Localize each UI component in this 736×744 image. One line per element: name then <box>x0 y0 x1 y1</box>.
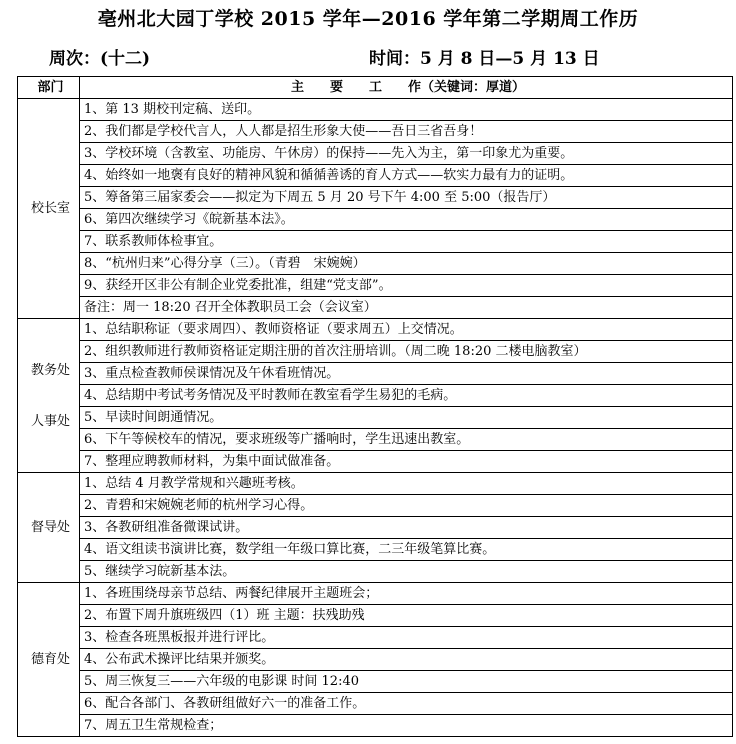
task-item: 5、筹备第三届家委会——拟定为下周五 5 月 20 号下午 4:00 至 5:00（报告厅） <box>80 187 733 209</box>
table-row <box>18 231 733 253</box>
task-item: 1、第 13 期校刊定稿、送印。 <box>80 99 733 121</box>
table-row <box>18 561 733 583</box>
dept-supervision: 督导处 <box>18 473 80 583</box>
table-row <box>18 99 733 121</box>
table-row <box>18 605 733 627</box>
task-item: 1、各班围绕母亲节总结、两餐纪律展开主题班会； <box>80 583 733 605</box>
task-item: 5、继续学习皖新基本法。 <box>80 561 733 583</box>
task-item: 4、始终如一地褒有良好的精神风貌和循循善诱的育人方式——软实力最有力的证明。 <box>80 165 733 187</box>
task-item: 6、下午等候校车的情况，要求班级等广播响时，学生迅速出教室。 <box>80 429 733 451</box>
table-row <box>18 473 733 495</box>
dept-academic-hr <box>18 319 80 473</box>
task-item: 5、周三恢复三——六年级的电影课 时间 12:40 <box>80 671 733 693</box>
task-item: 4、总结期中考试考务情况及平时教师在教室看学生易犯的毛病。 <box>80 385 733 407</box>
work-calendar-table <box>17 76 733 737</box>
week-number: 周次：(十二) <box>49 49 151 69</box>
task-item: 3、各教研组准备微课试讲。 <box>80 517 733 539</box>
dept-principal-office: 校长室 <box>18 99 80 319</box>
table-row <box>18 143 733 165</box>
task-item: 1、总结职称证（要求周四）、教师资格证（要求周五）上交情况。 <box>80 319 733 341</box>
table-row <box>18 187 733 209</box>
task-item: 9、获经开区非公有制企业党委批准，组建“党支部”。 <box>80 275 733 297</box>
table-row <box>18 363 733 385</box>
task-item: 2、青碧和宋婉婉老师的杭州学习心得。 <box>80 495 733 517</box>
table-header-row <box>18 77 733 99</box>
task-item: 2、我们都是学校代言人，人人都是招生形象大使——吾日三省吾身！ <box>80 121 733 143</box>
table-row <box>18 297 733 319</box>
table-row <box>18 715 733 737</box>
page-title: 亳州北大园丁学校 2015 学年—2016 学年第二学期周工作历 <box>97 8 639 30</box>
table-row <box>18 341 733 363</box>
task-item: 1、总结 4 月教学常规和兴趣班考核。 <box>80 473 733 495</box>
table-row <box>18 539 733 561</box>
task-item: 2、组织教师进行教师资格证定期注册的首次注册培训。（周二晚 18:20 二楼电脑教室） <box>80 341 733 363</box>
column-header-department: 部门 <box>18 77 80 99</box>
task-note: 备注：周一 18:20 召开全体教职员工会（会议室） <box>80 297 733 319</box>
table-row <box>18 649 733 671</box>
task-item: 8、“杭州归来”心得分享（三）。（青碧 宋婉婉） <box>80 253 733 275</box>
table-row <box>18 253 733 275</box>
table-row <box>18 385 733 407</box>
table-row <box>18 209 733 231</box>
task-item: 3、重点检查教师侯课情况及午休看班情况。 <box>80 363 733 385</box>
task-item: 3、学校环境（含教室、功能房、午休房）的保持——先入为主，第一印象尤为重要。 <box>80 143 733 165</box>
task-item: 7、周五卫生常规检查； <box>80 715 733 737</box>
column-header-main-work: 主 要 工 作（关键词：厚道） <box>80 77 733 99</box>
dept-academic-affairs: 教务处 <box>30 362 70 378</box>
dept-human-resources: 人事处 <box>30 413 70 429</box>
table-row <box>18 583 733 605</box>
dept-moral-education: 德育处 <box>18 583 80 737</box>
table-row <box>18 429 733 451</box>
table-row <box>18 451 733 473</box>
task-item: 2、布置下周升旗班级四（1）班 主题：扶残助残 <box>80 605 733 627</box>
table-row <box>18 671 733 693</box>
table-row <box>18 517 733 539</box>
table-row <box>18 121 733 143</box>
task-item: 5、早读时间朗通情况。 <box>80 407 733 429</box>
task-item: 4、公布武术操评比结果并颁奖。 <box>80 649 733 671</box>
table-row <box>18 627 733 649</box>
task-item: 6、第四次继续学习《皖新基本法》。 <box>80 209 733 231</box>
task-item: 6、配合各部门、各教研组做好六一的准备工作。 <box>80 693 733 715</box>
task-item: 4、语文组读书演讲比赛，数学组一年级口算比赛，二三年级笔算比赛。 <box>80 539 733 561</box>
table-row <box>18 165 733 187</box>
table-row <box>18 319 733 341</box>
table-row <box>18 693 733 715</box>
task-item: 7、整理应聘教师材料，为集中面试做准备。 <box>80 451 733 473</box>
table-row <box>18 495 733 517</box>
task-item: 3、检查各班黑板报并进行评比。 <box>80 627 733 649</box>
date-range: 时间：5 月 8 日—5 月 13 日 <box>369 49 600 69</box>
table-row <box>18 275 733 297</box>
task-item: 7、联系教师体检事宜。 <box>80 231 733 253</box>
table-row <box>18 407 733 429</box>
